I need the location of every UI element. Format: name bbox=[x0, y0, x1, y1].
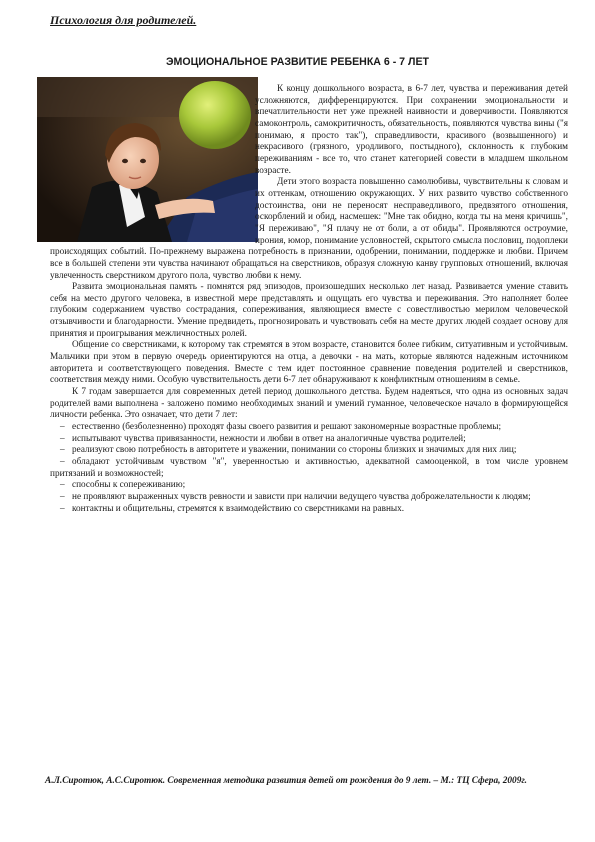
list-marker: – bbox=[60, 457, 65, 467]
list-item-text: естественно (безболезненно) проходят фазы своего развития и решают закономерные возрастные проблемы; bbox=[72, 422, 502, 433]
list-item bbox=[50, 480, 568, 492]
list-item-text: не проявляют выраженных чувств ревности и зависти при наличии ведущего чувства доброжелательности к людям; bbox=[72, 491, 531, 502]
list-marker: – bbox=[60, 422, 65, 433]
list-marker: – bbox=[60, 433, 65, 444]
article-title: ЭМОЦИОНАЛЬНОЕ РАЗВИТИЕ РЕБЕНКА 6 - 7 ЛЕТ bbox=[166, 56, 429, 68]
traits-list bbox=[50, 422, 568, 515]
list-item-text: обладают устойчивым чувством "я", уверенностью и активностью, адекватной самооценкой, в том числе уровнем притязаний и возможностей; bbox=[50, 457, 568, 479]
list-item bbox=[50, 457, 568, 480]
list-item-text: способны к сопереживанию; bbox=[72, 480, 186, 491]
list-item-text: реализуют свою потребность в авторитете и уважении, понимании со стороны близких и значимых для них лиц; bbox=[72, 445, 517, 456]
list-item bbox=[50, 492, 568, 504]
list-item bbox=[50, 445, 568, 457]
list-item bbox=[50, 422, 568, 434]
source-citation: А.Л.Сиротюк, А.С.Сиротюк. Современная методика развития детей от рождения до 9 лет. – М.: ТЦ Сфера, 2009г. bbox=[45, 776, 527, 786]
list-marker: – bbox=[60, 445, 65, 456]
list-item bbox=[50, 504, 568, 516]
paragraph: К концу дошкольного возраста, в 6-7 лет, чувства и переживания детей усложняются, дифференцируются. При сохранении эмоциональности и впечатлительности нет уже прежней наивности и доверчивости. Появляются самоконтроль, самокритичность, обязательность, появляются чувства вины ("я понимаю, я просто так"), справедливости, красивого (возвышенного) и некрасивого (грязного, уродливого, постыдного), склонность к глубоким переживаниям - все то, что станет категорией совести в младшем школьном возрасте. bbox=[255, 84, 568, 176]
paragraph: К 7 годам завершается для современных детей период дошкольного детства. Будем надеяться, что одна из основных задач родителей вами выполнена - заложено помимо необходимых знаний и умений гуманное, человеческое начало в формирующейся личности ребенка. Это означает, что дети 7 лет: bbox=[50, 387, 568, 421]
list-marker: – bbox=[60, 480, 65, 491]
paragraph: Дети этого возраста повышенно самолюбивы, чувствительны к словам и их оттенкам, отношению окружающих. У них развито чувство собственного достоинства, они не переносят несправедливого, предвзятого отношения, оскорблений и обид, насмешек: "Мне так обидно, когда ты на меня кричишь", "Я переживаю", "Я плачу не от боли, а от обиды". Проявляются остроумие, ирония, юмор, понимание условностей, скрытого смысла пословиц, подоплеки происходящих событий. По-прежнему выражена потребность в признании, одобрении, понимании, поддержке и любви. Причем все в большей степени эти чувства начинают обращаться на сверстников, образуя сложную канву групповых отношений, включая увлеченность сверстником другого пола, чувство любви к нему. bbox=[50, 177, 568, 281]
list-item-text: испытывают чувства привязанности, нежности и любви в ответ на аналогичные чувства родителей; bbox=[72, 433, 466, 444]
list-item bbox=[50, 434, 568, 446]
list-marker: – bbox=[60, 503, 65, 514]
article-body bbox=[50, 84, 568, 515]
paragraph: Общение со сверстниками, к которому так стремятся в этом возрасте, становится более гибким, ситуативным и устойчивым. Мальчики при этом в первую очередь ориентируются на отца, а девочки - на мать, которые являются надежным источником авторитета и соответствующего поведения. Вместе с тем идет постоянное сравнение поведения родителей и сверстников, соответствия между ними. Особую чувствительность дети 6-7 лет обнаруживают к конфликтным отношениям в семье. bbox=[50, 340, 568, 386]
list-marker: – bbox=[60, 491, 65, 502]
section-header: Психология для родителей. bbox=[50, 13, 197, 27]
list-item-text: контактны и общительны, стремятся к взаимодействию со сверстниками на равных. bbox=[72, 503, 405, 514]
paragraph: Развита эмоциональная память - помнятся ряд эпизодов, произошедших несколько лет назад. Развивается умение ставить себя на место другого человека, в известной мере представлять и ощущать его чувства и переживания. Это наполняет более глубоким содержанием чувство сострадания, сопереживания, являющиеся вместе с совестливостью мерилом человеческой отзывчивости и благодарности. Умение предвидеть, прогнозировать и чувствовать себя на месте других людей создает основу для принятия и проигрывания межличностных ролей. bbox=[50, 282, 568, 339]
photo-spacer bbox=[37, 77, 255, 242]
